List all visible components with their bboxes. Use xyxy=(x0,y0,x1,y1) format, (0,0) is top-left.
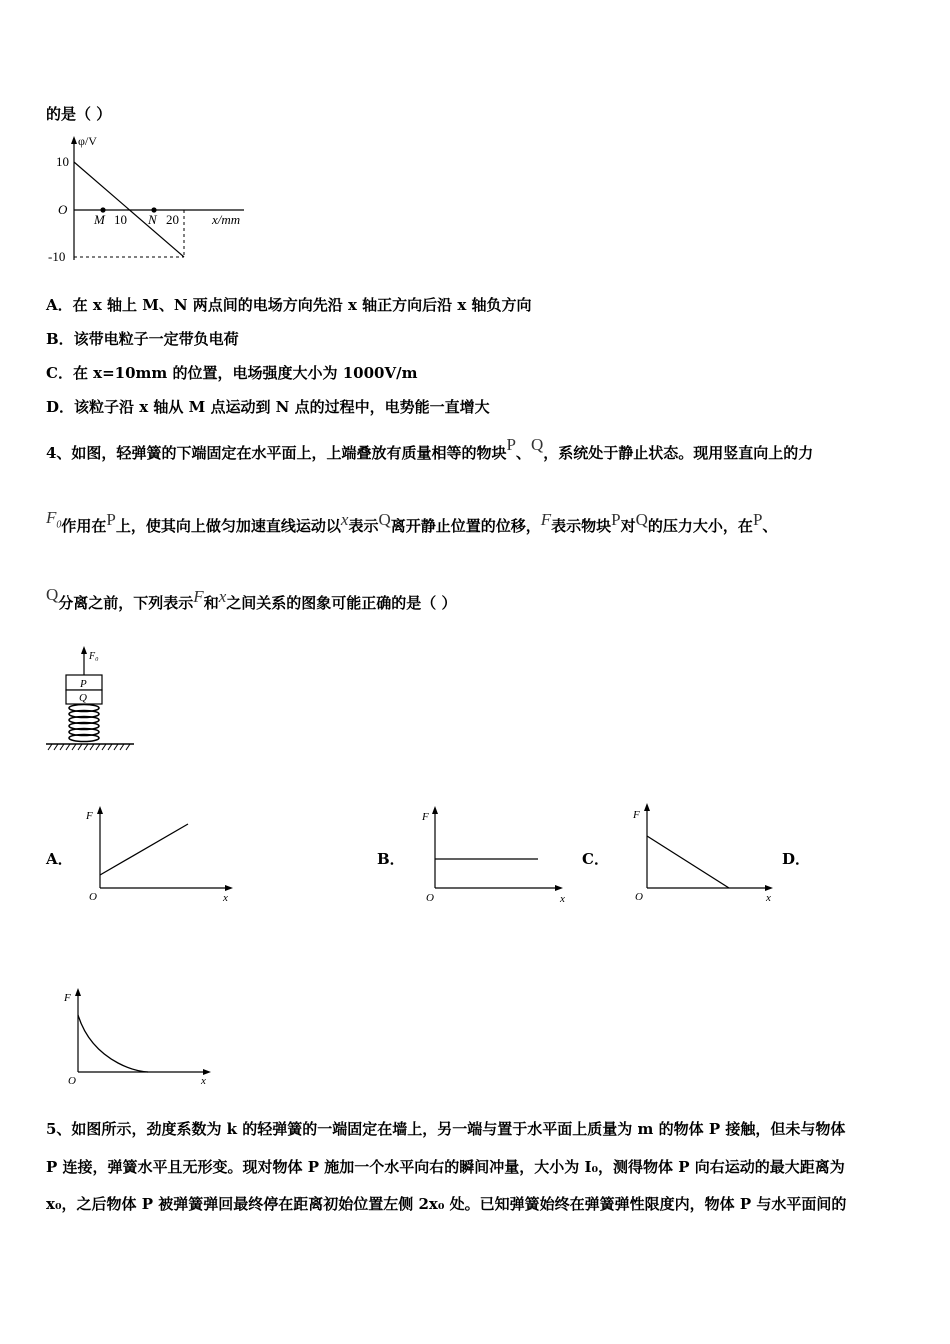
q4-line2-a: 作用在 xyxy=(61,517,107,535)
graph-c-line xyxy=(647,836,729,888)
q4-line2-q: Q xyxy=(378,510,391,529)
graph-a xyxy=(80,803,245,908)
point-n-label: N xyxy=(148,212,157,227)
q3-option-d: D．该粒子沿 x 轴从 M 点运动到 N 点的过程中，电势能一直增大 xyxy=(46,398,490,416)
graph-b-x: x xyxy=(560,893,565,905)
tick-10-label: 10 xyxy=(114,212,127,227)
graph-b-f: F xyxy=(422,811,429,823)
q3-option-c: C．在 x=10mm 的位置，电场强度大小为 1000V/m xyxy=(46,364,418,382)
q3-option-b: B．该带电粒子一定带负电荷 xyxy=(46,330,239,348)
graph-b xyxy=(410,803,575,908)
q4-line-1 xyxy=(46,435,814,463)
q4-line3-f: F xyxy=(193,587,204,606)
q4-line1-p: P xyxy=(506,435,516,454)
block-p-label: P xyxy=(80,678,87,690)
q4-line1-q: Q xyxy=(530,435,544,454)
q4-line2-e: 表示物块 xyxy=(551,517,612,535)
origin-label: O xyxy=(58,202,68,217)
q4-line2-dui: 对 xyxy=(620,517,636,535)
q4-line3-x: x xyxy=(218,587,227,606)
q4-line-2 xyxy=(46,508,778,538)
q4-choice-d-label: D． xyxy=(782,850,811,868)
q4-line2-x: x xyxy=(340,510,349,529)
spring-blocks-diagram xyxy=(44,645,144,757)
graph-a-x: x xyxy=(223,892,228,904)
q5-line-1: 5、如图所示，劲度系数为 k 的轻弹簧的一端固定在墙上，另一端与置于水平面上质量为 m 的物体 P 接触，但未与物体 xyxy=(46,1120,846,1138)
q5-line-2: P 连接，弹簧水平且无形变。现对物体 P 施加一个水平向右的瞬间冲量，大小为 I₀，测得物体 P 向右运动的最大距离为 xyxy=(46,1158,845,1176)
graph-d-x: x xyxy=(201,1075,206,1087)
phi-axis-label: φ/V xyxy=(78,134,97,148)
block-q-label: Q xyxy=(79,692,87,704)
q4-line3-a: 分离之前，下列表示 xyxy=(58,594,194,612)
graph-c-f: F xyxy=(633,809,640,821)
q4-line1-text: 4、如图，轻弹簧的下端固定在水平面上，上端叠放有质量相等的物块 xyxy=(46,444,507,462)
q4-line3-b: 和 xyxy=(203,594,219,612)
q4-line2-f: F xyxy=(540,510,552,529)
q4-line3-q: Q xyxy=(46,585,59,604)
graph-d-o: O xyxy=(68,1075,76,1087)
q4-line1-sep: 、 xyxy=(515,444,531,462)
q4-choice-c-label: C． xyxy=(582,850,609,868)
point-m-label: M xyxy=(94,212,105,227)
q4-line2-p3: P xyxy=(752,510,763,529)
graph-a-f: F xyxy=(86,810,93,822)
q4-line2-d: 离开静止位置的位移， xyxy=(390,517,541,535)
graph-a-line xyxy=(100,824,188,875)
q4-line-3 xyxy=(46,585,457,613)
q5-line-3: x₀，之后物体 P 被弹簧弹回最终停在距离初始位置左侧 2x₀ 处。已知弹簧始终在弹簧弹性限度内，物体 P 与水平面间的 xyxy=(46,1195,847,1213)
tick-20-label: 20 xyxy=(166,212,179,227)
graph-a-o: O xyxy=(89,891,97,903)
q4-line1-tail: ，系统处于静止状态。现用竖直向上的力 xyxy=(543,444,814,462)
q4-line2-c: 表示 xyxy=(348,517,379,535)
y-bottom-label: -10 xyxy=(48,249,66,264)
graph-c-x: x xyxy=(766,892,771,904)
ground-hatch xyxy=(48,744,130,750)
force-label: F₀ xyxy=(89,651,99,662)
q3-stem-tail: 的是（ ） xyxy=(46,105,112,123)
q4-line3-c: 之间关系的图象可能正确的是（ ） xyxy=(226,594,457,612)
q4-f0-symbol: $F_0$ xyxy=(46,508,62,531)
q4-line2-p: P xyxy=(106,510,116,529)
potential-graph xyxy=(44,132,264,272)
q4-choice-b-label: B． xyxy=(377,850,405,868)
q4-line2-p2: P xyxy=(611,510,621,529)
q4-line2-b: 上，使其向上做匀加速直线运动以 xyxy=(115,517,341,535)
q4-choice-a-label: A． xyxy=(46,850,73,868)
q4-line2-g: 的压力大小，在 xyxy=(647,517,753,535)
graph-d-curve xyxy=(78,1015,148,1072)
graph-c-o: O xyxy=(635,891,643,903)
graph-c xyxy=(615,800,780,908)
spring-coils xyxy=(69,705,99,742)
q4-line2-h: 、 xyxy=(762,517,778,535)
y-top-label: 10 xyxy=(56,154,69,169)
phi-axis-arrow xyxy=(71,136,77,144)
graph-b-o: O xyxy=(426,892,434,904)
q3-option-a: A．在 x 轴上 M、N 两点间的电场方向先沿 x 轴正方向后沿 x 轴负方向 xyxy=(46,296,532,314)
graph-d-f: F xyxy=(64,992,71,1004)
graph-d xyxy=(58,985,223,1090)
q4-line2-q2: Q xyxy=(635,510,648,529)
x-axis-label: x/mm xyxy=(212,212,241,227)
force-arrow-head xyxy=(81,646,87,654)
